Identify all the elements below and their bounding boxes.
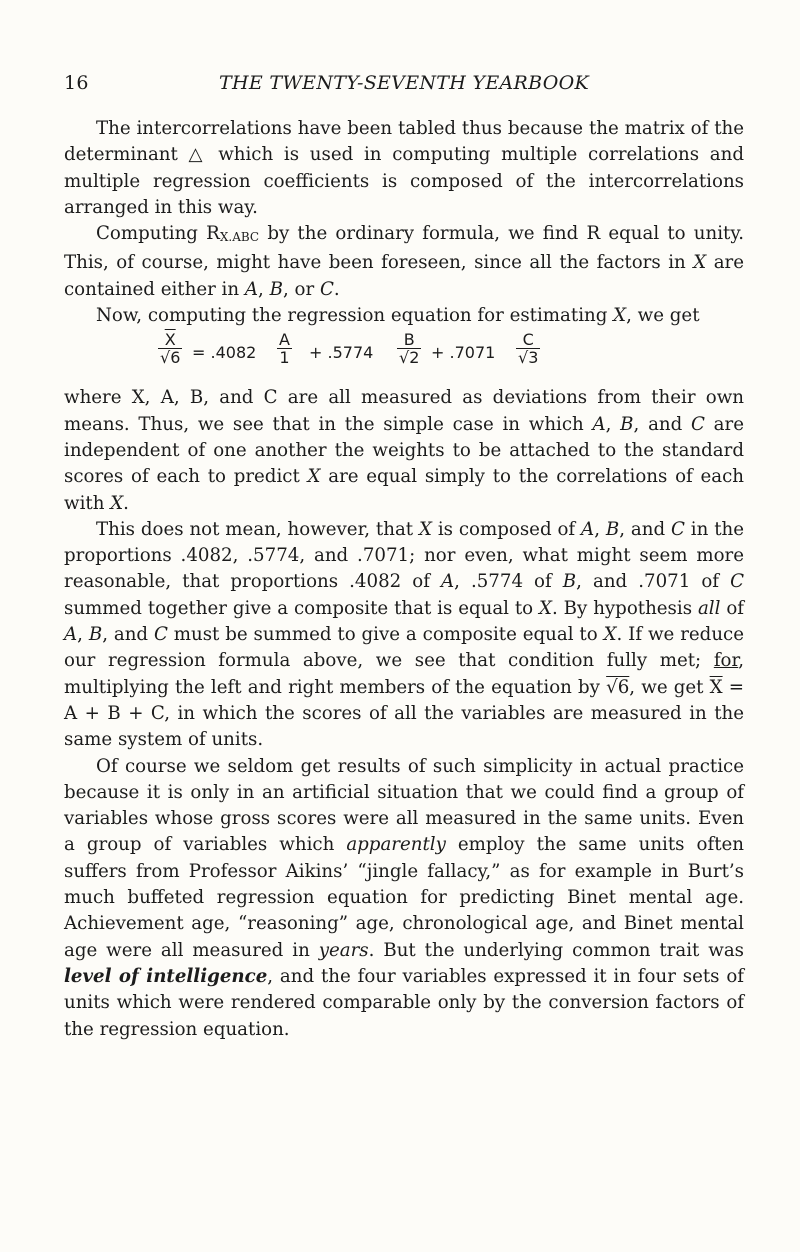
- coefficient-a: = .4082: [192, 343, 257, 363]
- r-symbol: RX.ABC: [206, 223, 260, 245]
- fraction-c-over-root3: $\frac{C}{√3}$: [518, 330, 539, 368]
- paragraph-composite: This does not mean, however, that X is composed of A, B, and C in the proportions .4082, .5774, and .7071; nor even, what might seem more reasonable, that proportions .4082 of A, .5774 of B, and .7071 of C summed together give a composite that is equal to X. By hypothesis all of A, B, and C must be summed to give a composite equal to X. If we reduce our regression formula above, we see that condition fully met; for, multiplying the left and right members of the equation by √6, we get $\overline{X} = A + B + C$, in which the scores of all the variables are measured in the same system of units.: [64, 518, 745, 751]
- fraction-x-over-root6: $\frac{\overline{X}}{√6}$: [160, 330, 181, 368]
- coefficient-b: + .5774: [309, 343, 374, 363]
- page-header: [64, 72, 744, 102]
- body-text: [64, 116, 744, 1043]
- paragraph-intercorrelations: The intercorrelations have been tabled thus because the matrix of the determinant △ which is used in computing multiple correlations and multiple regression coefficients is composed of the intercorrelations arranged in this way.: [64, 118, 744, 218]
- running-title: THE TWENTY-SEVENTH YEARBOOK: [219, 72, 589, 94]
- paragraph-deviations: where X, A, B, and C are all measured as deviations from their own means. Thus, we see that in the simple case in which A, B, and C are independent of one another the weights to be attached to the standard scores of each to predict X are equal simply to the correlations of each with X.: [64, 387, 745, 514]
- paragraph-regression-intro: Now, computing the regression equation for estimating X, we get: [96, 305, 700, 327]
- fraction-a-over-1: $\frac{A}{1}$: [279, 330, 290, 368]
- regression-formula: [64, 329, 744, 385]
- paragraph-jingle-fallacy: Of course we seldom get results of such simplicity in actual practice because it is only in an artificial situation that we could find a group of variables whose gross scores were all measured in the same units. Even a group of variables which apparently employ the same units often suffers from Professor Aikins’ “jingle fallacy,” as for example in Burt’s much buffeted regression equation for predicting Binet mental age. Achievement age, “reasoning” age, chronological age, and Binet mental age were all measured in years. But the underlying common trait was level of intelligence, and the four variables expressed it in four sets of units which were rendered comparable only by the conversion factors of the regression equation.: [64, 755, 744, 1040]
- fraction-b-over-root2: $\frac{B}{√2}$: [399, 330, 420, 368]
- coefficient-c: + .7071: [431, 343, 496, 363]
- paragraph-computing-r: Computing RX.ABC by the ordinary formula, we find R equal to unity. This, of course, might have been foreseen, since all the factors in X are contained either in A, B, or C.: [64, 223, 744, 300]
- page-number: 16: [64, 72, 89, 94]
